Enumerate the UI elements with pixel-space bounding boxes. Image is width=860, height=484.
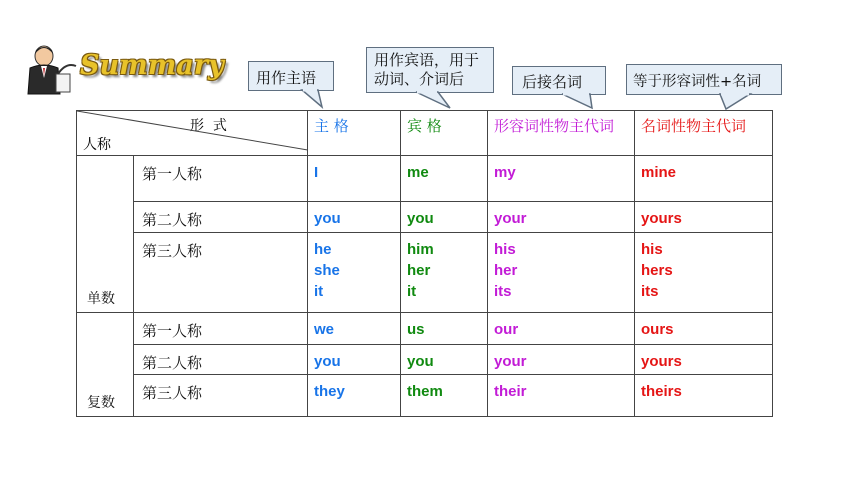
- cell-adjective-possessive: [488, 313, 635, 345]
- callout-object: [366, 47, 494, 93]
- person-label: 第二人称: [134, 202, 308, 233]
- pronoun-word: her: [494, 262, 518, 279]
- pronoun-word: I: [314, 164, 319, 181]
- callout-before-noun-pointer: [560, 93, 600, 111]
- pronoun-word: mine: [641, 164, 677, 181]
- cell-adjective-possessive: [488, 233, 635, 313]
- pronoun-word: hers: [641, 262, 673, 279]
- pronoun-word: it: [314, 283, 324, 300]
- callout-subject-pointer: [300, 89, 330, 109]
- table-row: [77, 375, 773, 417]
- cell-noun-possessive: [635, 233, 773, 313]
- pronoun-word: she: [314, 262, 340, 279]
- cell-object: [401, 313, 488, 345]
- pronoun-word: my: [494, 164, 516, 181]
- table-row: [77, 202, 773, 233]
- cell-adjective-possessive: [488, 202, 635, 233]
- pronoun-word: theirs: [641, 383, 682, 400]
- table-row: [77, 313, 773, 345]
- table-row: [77, 345, 773, 375]
- pronoun-word: you: [314, 210, 341, 227]
- person-label: 第一人称: [134, 156, 308, 202]
- cell-subject: [308, 233, 401, 313]
- callout-adj-noun: [626, 64, 782, 95]
- pronoun-word: me: [407, 164, 429, 181]
- callout-object-text: 用作宾语，用于动词、介词后: [374, 51, 480, 88]
- pronoun-word: yours: [641, 210, 682, 227]
- pronoun-word: his: [494, 241, 516, 258]
- pronoun-word: your: [494, 210, 527, 227]
- number-label: 单数: [87, 291, 115, 307]
- pronoun-word: ours: [641, 321, 674, 338]
- table-row: [77, 156, 773, 202]
- cell-noun-possessive: [635, 156, 773, 202]
- callout-subject: [248, 61, 334, 91]
- header-row: [77, 111, 773, 156]
- person-label: 第二人称: [134, 345, 308, 375]
- cell-object: [401, 345, 488, 375]
- cell-object: [401, 156, 488, 202]
- header-object: 宾 格: [401, 111, 488, 156]
- corner-form-label: 形 式: [190, 118, 227, 134]
- corner-cell: [77, 111, 308, 156]
- callout-before-noun: [512, 66, 606, 95]
- corner-person-label: 人称: [83, 137, 111, 153]
- table-row: [77, 233, 773, 313]
- header-noun-possessive: 名词性物主代词: [635, 111, 773, 156]
- callout-before-noun-text: 后接名词: [522, 73, 583, 91]
- pronoun-word: we: [314, 321, 335, 338]
- callout-subject-text: 用作主语: [256, 69, 317, 87]
- summary-title: Summary: [80, 50, 224, 81]
- callout-object-pointer: [412, 91, 452, 111]
- pronoun-word: you: [314, 353, 341, 370]
- cell-adjective-possessive: [488, 156, 635, 202]
- cell-subject: [308, 375, 401, 417]
- pronoun-word: he: [314, 241, 332, 258]
- pronoun-word: it: [407, 283, 417, 300]
- cell-noun-possessive: [635, 345, 773, 375]
- pronoun-word: its: [494, 283, 512, 300]
- callout-adj-noun-text: 等于形容词性+名词: [633, 74, 762, 90]
- cell-object: [401, 233, 488, 313]
- callout-adj-noun-pointer: [716, 93, 766, 111]
- pronoun-word: her: [407, 262, 431, 279]
- pronoun-word: they: [314, 383, 345, 400]
- cell-object: [401, 375, 488, 417]
- cell-noun-possessive: [635, 202, 773, 233]
- table-body: [77, 156, 773, 417]
- person-label: 第一人称: [134, 313, 308, 345]
- cell-noun-possessive: [635, 313, 773, 345]
- pronoun-word: yours: [641, 353, 682, 370]
- pronoun-word: us: [407, 321, 425, 338]
- cell-subject: [308, 202, 401, 233]
- pronoun-word: its: [641, 283, 659, 300]
- pronoun-table: [76, 110, 773, 417]
- pronoun-word: them: [407, 383, 443, 400]
- person-label: 第三人称: [134, 233, 308, 313]
- pronoun-word: him: [407, 241, 434, 258]
- number-cell: [77, 313, 134, 417]
- header-adjective-possessive: 形容词性物主代词: [488, 111, 635, 156]
- businessman-icon: [22, 44, 82, 96]
- number-cell: [77, 156, 134, 313]
- number-label: 复数: [87, 395, 115, 411]
- pronoun-word: our: [494, 321, 519, 338]
- pronoun-word: you: [407, 210, 434, 227]
- cell-noun-possessive: [635, 375, 773, 417]
- cell-subject: [308, 156, 401, 202]
- pronoun-word: your: [494, 353, 527, 370]
- cell-object: [401, 202, 488, 233]
- pronoun-word: his: [641, 241, 663, 258]
- person-label: 第三人称: [134, 375, 308, 417]
- cell-subject: [308, 313, 401, 345]
- pronoun-word: you: [407, 353, 434, 370]
- cell-adjective-possessive: [488, 345, 635, 375]
- pronoun-word: their: [494, 383, 527, 400]
- cell-subject: [308, 345, 401, 375]
- cell-adjective-possessive: [488, 375, 635, 417]
- header-subject: 主 格: [308, 111, 401, 156]
